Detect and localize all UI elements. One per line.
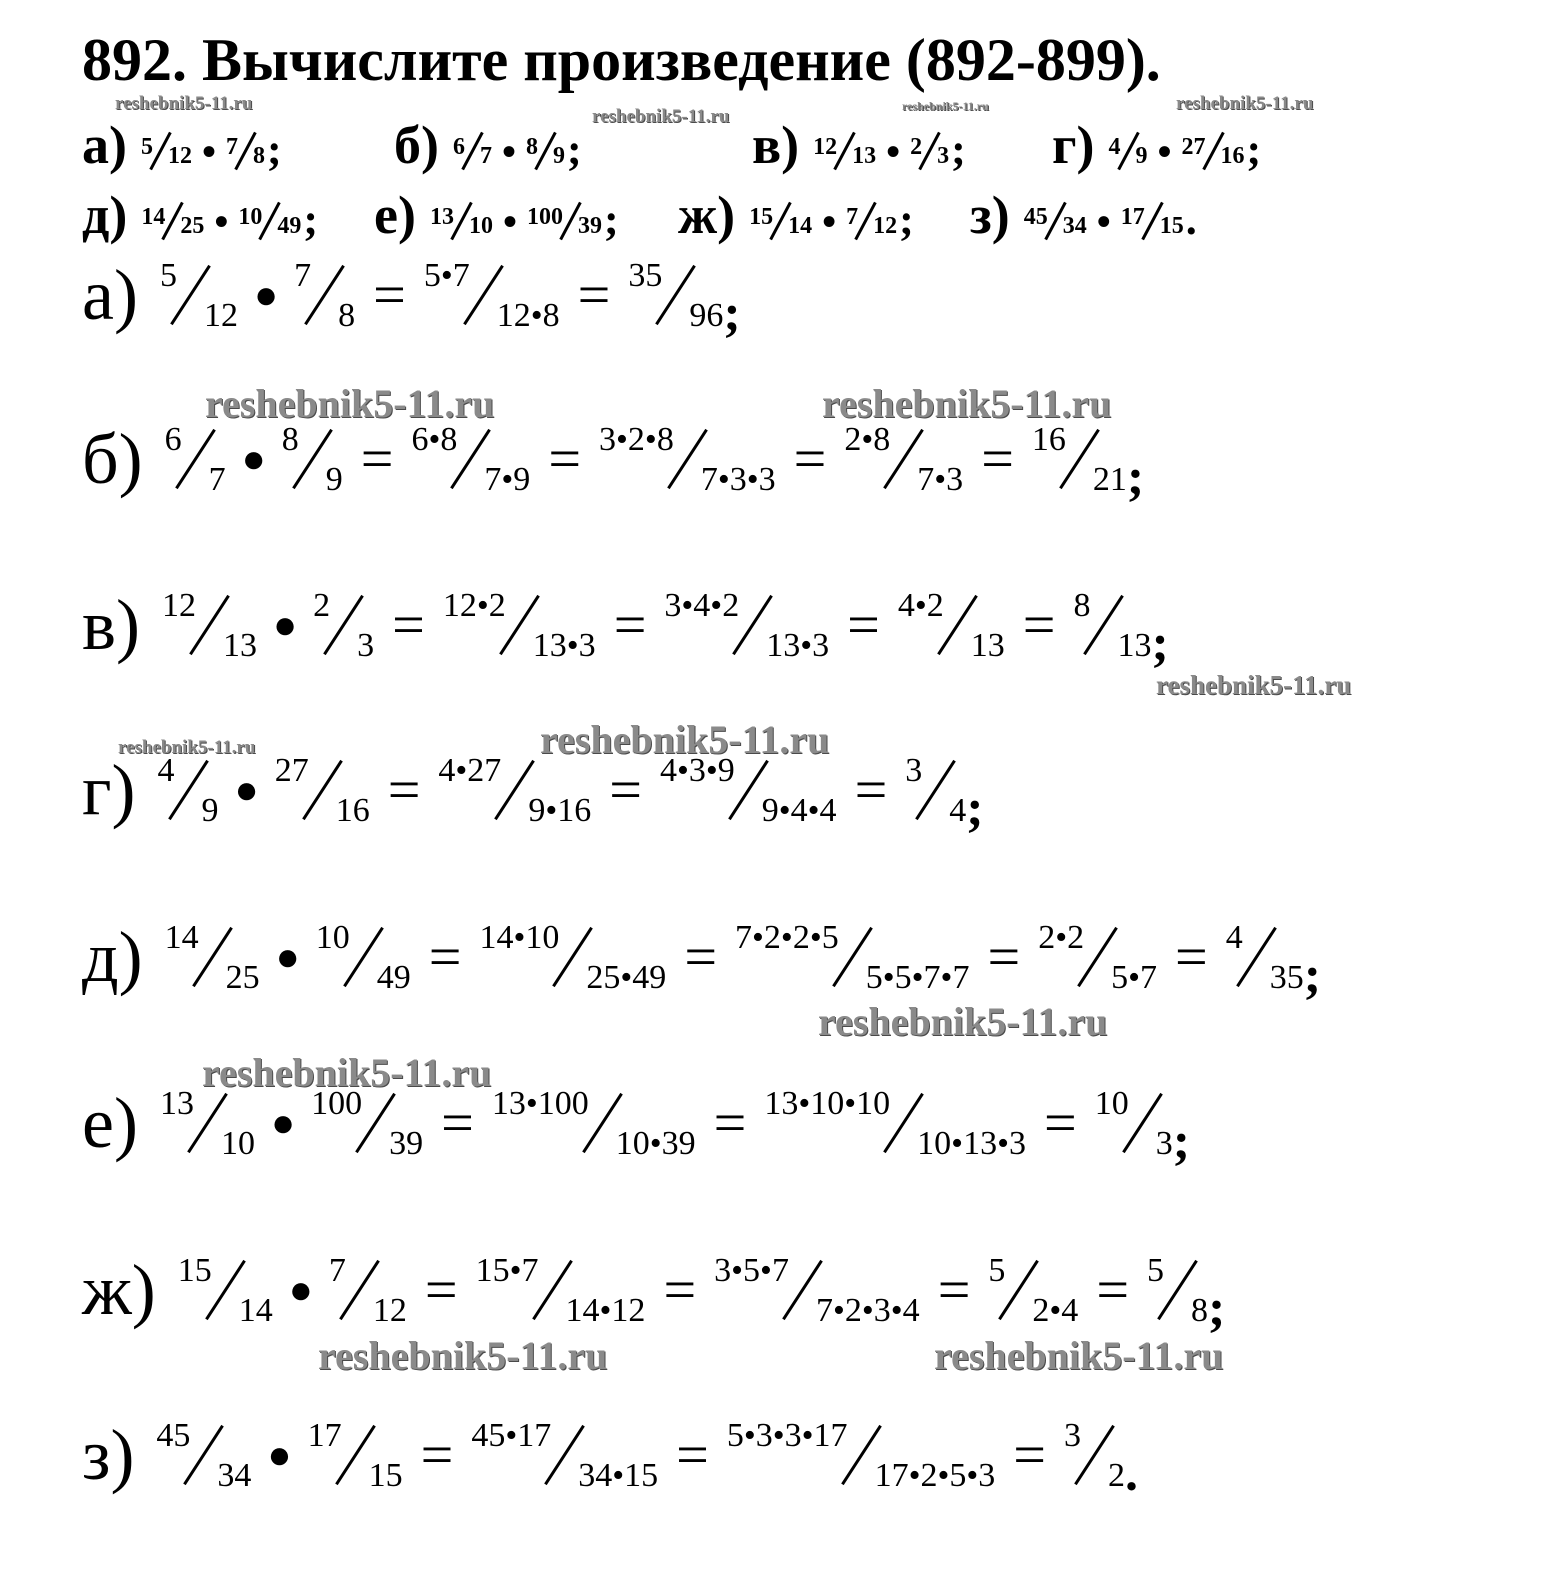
task-item: д) 14 25 • 10 49 ;	[82, 185, 318, 245]
fraction	[178, 1250, 273, 1330]
solution-label: ж)	[82, 1250, 156, 1330]
equals-sign: =	[793, 426, 827, 491]
equals-sign: =	[937, 1257, 971, 1322]
solution-line	[82, 414, 1144, 504]
fraction	[313, 585, 374, 665]
numerator: 13•100	[491, 1085, 589, 1122]
numerator: 7	[294, 257, 312, 294]
watermark: reshebnik5-11.ru	[205, 381, 495, 426]
equals-sign: =	[676, 1422, 709, 1487]
solution-label: д)	[82, 917, 143, 997]
denominator: 2	[1108, 1457, 1125, 1494]
fraction: 45 34	[1024, 200, 1087, 242]
multiply-dot: •	[214, 199, 229, 244]
fraction	[628, 255, 723, 335]
multiply-dot: ●	[270, 1100, 296, 1145]
equals-sign: =	[1175, 924, 1208, 989]
fraction	[664, 585, 829, 665]
line-end-punctuation: ;	[1151, 615, 1169, 672]
fraction	[735, 917, 969, 997]
numerator: 4•27	[438, 752, 502, 789]
multiply-dot: •	[501, 129, 516, 174]
denominator: 10•39	[615, 1125, 696, 1162]
solution-line	[82, 1245, 1225, 1335]
numerator: 3•5•7	[714, 1252, 789, 1289]
denominator: 96	[689, 297, 724, 334]
line-end-punctuation: .	[1125, 1445, 1138, 1502]
fraction: 17 15	[1121, 200, 1184, 242]
equals-sign: =	[548, 426, 582, 491]
denominator: 5•7	[1111, 959, 1157, 996]
denominator: 21	[1092, 461, 1127, 498]
equals-sign: =	[373, 262, 406, 327]
numerator: 13•10•10	[764, 1085, 891, 1122]
watermark: reshebnik5-11.ru	[902, 99, 989, 113]
numerator: 12•2	[442, 587, 506, 624]
numerator: 5•3•3•17	[726, 1417, 848, 1454]
fraction: 8 9	[526, 130, 565, 172]
denominator: 14•12	[565, 1292, 646, 1329]
line-end-punctuation: ;	[1208, 1280, 1226, 1337]
fraction	[1064, 1415, 1125, 1495]
fraction	[308, 1415, 403, 1495]
denominator: 7•2•3•4	[815, 1292, 920, 1329]
numerator: 7	[328, 1252, 346, 1289]
numerator: 45	[156, 1417, 191, 1454]
numerator: 5	[159, 257, 177, 294]
equals-sign: =	[1013, 1422, 1046, 1487]
equals-sign: =	[420, 1422, 454, 1487]
multiply-dot: •	[822, 199, 837, 244]
numerator: 14	[164, 919, 199, 956]
denominator: 9•16	[528, 792, 592, 829]
numerator: 15	[177, 1252, 212, 1289]
denominator: 10	[220, 1125, 255, 1162]
solution-label: з)	[82, 1415, 135, 1495]
fraction	[764, 1083, 1026, 1163]
fraction	[1226, 917, 1304, 997]
watermark: reshebnik5-11.ru	[1176, 93, 1314, 114]
numerator: 5	[988, 1252, 1006, 1289]
denominator: 25	[225, 959, 260, 996]
multiply-dot: ●	[267, 1432, 292, 1477]
multiply-dot: •	[201, 129, 216, 174]
fraction: 10 49	[238, 200, 301, 242]
denominator: 34	[217, 1457, 252, 1494]
equals-sign: =	[684, 924, 718, 989]
task-row-2	[82, 182, 1382, 245]
fraction: 12 13	[813, 130, 876, 172]
equals-sign: =	[981, 426, 1014, 491]
solution-line	[82, 912, 1321, 1002]
watermark: reshebnik5-11.ru	[934, 1333, 1224, 1378]
numerator: 6•8	[411, 421, 458, 458]
fraction	[1095, 1083, 1173, 1163]
fraction: 100 39	[527, 200, 602, 242]
task-item: ж) 15 14 • 7 12 ;	[678, 185, 914, 245]
watermark: reshebnik5-11.ru	[1156, 670, 1352, 700]
denominator: 7•3•3	[700, 461, 776, 498]
numerator: 10	[315, 919, 350, 956]
fraction	[160, 255, 238, 335]
numerator: 7•2•2•5	[735, 919, 839, 956]
numerator: 13	[159, 1085, 194, 1122]
fraction	[1038, 917, 1157, 997]
numerator: 8	[1073, 587, 1091, 624]
task-item: б) 6 7 • 8 9 ;	[394, 115, 582, 175]
numerator: 8	[281, 421, 299, 458]
fraction	[1147, 1250, 1208, 1330]
denominator: 12	[372, 1292, 407, 1329]
numerator: 14•10	[479, 919, 560, 956]
task-item: з) 45 34 • 17 15 .	[970, 185, 1197, 245]
solution-line	[82, 1410, 1138, 1500]
equals-sign: =	[854, 757, 888, 822]
numerator: 15•7	[475, 1252, 539, 1289]
equals-sign: =	[392, 592, 425, 657]
denominator: 3	[357, 627, 375, 664]
equals-sign: =	[663, 1257, 697, 1322]
fraction	[165, 419, 226, 499]
fraction: 6 7	[453, 130, 492, 172]
fraction	[492, 1083, 696, 1163]
fraction	[282, 419, 343, 499]
watermark: reshebnik5-11.ru	[202, 1050, 492, 1095]
denominator: 13	[970, 627, 1005, 664]
fraction	[471, 1415, 658, 1495]
fraction	[162, 585, 257, 665]
fraction	[275, 750, 370, 830]
fraction	[156, 1415, 251, 1495]
equals-sign: =	[441, 1090, 474, 1155]
multiply-dot: ●	[234, 767, 259, 812]
denominator: 10•13•3	[917, 1125, 1026, 1162]
denominator: 16	[335, 792, 370, 829]
numerator: 16	[1031, 421, 1066, 458]
denominator: 2•4	[1032, 1292, 1079, 1329]
numerator: 6	[164, 421, 182, 458]
numerator: 4•3•9	[659, 752, 735, 789]
fraction: 4 9	[1109, 130, 1148, 172]
fraction	[844, 419, 963, 499]
denominator: 7	[208, 461, 226, 498]
numerator: 3	[905, 752, 923, 789]
denominator: 8	[338, 297, 356, 334]
fraction	[898, 585, 1005, 665]
fraction	[714, 1250, 920, 1330]
multiply-dot: ●	[288, 1267, 313, 1312]
fraction: 15 14	[749, 200, 812, 242]
numerator: 12	[161, 587, 196, 624]
equals-sign: =	[428, 924, 462, 989]
multiply-dot: •	[502, 199, 517, 244]
numerator: 5	[1147, 1252, 1165, 1289]
denominator: 39	[389, 1125, 424, 1162]
fraction	[443, 585, 596, 665]
solution-label: б)	[82, 419, 143, 499]
denominator: 13•3	[532, 627, 596, 664]
numerator: 35	[628, 257, 663, 294]
numerator: 4	[1225, 919, 1243, 956]
numerator: 27	[274, 752, 309, 789]
watermark: reshebnik5-11.ru	[318, 1333, 608, 1378]
equals-sign: =	[424, 1257, 458, 1322]
numerator: 100	[311, 1085, 363, 1122]
fraction	[599, 419, 776, 499]
denominator: 7•9	[484, 461, 531, 498]
line-end-punctuation: ;	[1172, 1113, 1191, 1170]
equals-sign: =	[987, 924, 1021, 989]
denominator: 5•5•7•7	[865, 959, 970, 996]
watermark: reshebnik5-11.ru	[118, 737, 256, 758]
task-row-1	[82, 112, 1382, 175]
fraction	[988, 1250, 1078, 1330]
fraction	[316, 917, 411, 997]
equals-sign: =	[1096, 1257, 1130, 1322]
equals-sign: =	[609, 757, 642, 822]
numerator: 10	[1094, 1085, 1129, 1122]
numerator: 2•8	[844, 421, 891, 458]
denominator: 15	[368, 1457, 403, 1494]
numerator: 2•2	[1038, 919, 1085, 956]
numerator: 4	[157, 752, 175, 789]
denominator: 9•4•4	[761, 792, 837, 829]
equals-sign: =	[713, 1090, 747, 1155]
watermark: reshebnik5-11.ru	[818, 999, 1108, 1044]
solution-label: г)	[82, 750, 136, 830]
fraction	[476, 1250, 646, 1330]
multiply-dot: ●	[272, 602, 298, 647]
equals-sign: =	[360, 426, 394, 491]
solution-line	[82, 250, 741, 340]
multiply-dot: •	[886, 129, 901, 174]
task-label: а)	[82, 115, 127, 175]
denominator: 7•3	[917, 461, 964, 498]
page-title: 892. Вычислите произведение (892-899).	[82, 27, 1161, 93]
equals-sign: =	[387, 757, 421, 822]
fraction	[412, 419, 531, 499]
line-end-punctuation: ;	[1303, 947, 1322, 1004]
fraction	[294, 255, 355, 335]
multiply-dot: ●	[241, 436, 266, 481]
fraction: 7 12	[846, 200, 897, 242]
numerator: 2	[313, 587, 331, 624]
fraction: 2 3	[910, 130, 949, 172]
fraction	[165, 917, 260, 997]
task-item: е) 13 10 • 100 39 ;	[374, 185, 619, 245]
denominator: 13•3	[766, 627, 830, 664]
line-end-punctuation: ;	[723, 285, 741, 342]
task-item: в) 12 13 • 2 3 ;	[752, 115, 966, 175]
watermark: reshebnik5-11.ru	[540, 717, 830, 762]
numerator: 17	[307, 1417, 342, 1454]
solution-label: е)	[82, 1083, 138, 1163]
denominator: 49	[376, 959, 411, 996]
multiply-dot: ●	[275, 934, 300, 979]
multiply-dot: ●	[253, 272, 279, 317]
denominator: 25•49	[586, 959, 667, 996]
fraction: 27 16	[1182, 130, 1245, 172]
watermark: reshebnik5-11.ru	[115, 93, 253, 114]
denominator: 13	[1117, 627, 1152, 664]
fraction: 13 10	[430, 200, 493, 242]
multiply-dot: •	[1096, 199, 1111, 244]
denominator: 4	[949, 792, 967, 829]
equals-sign: =	[1043, 1090, 1077, 1155]
watermark: reshebnik5-11.ru	[592, 106, 730, 127]
fraction	[1073, 585, 1151, 665]
denominator: 13	[222, 627, 257, 664]
equals-sign: =	[847, 592, 880, 657]
watermark: reshebnik5-11.ru	[822, 381, 1112, 426]
fraction	[329, 1250, 407, 1330]
solution-label: в)	[82, 585, 140, 665]
line-end-punctuation: ;	[966, 780, 984, 837]
fraction: 7 8	[226, 130, 265, 172]
solution-label: а)	[82, 255, 138, 335]
equals-sign: =	[577, 262, 611, 327]
multiply-dot: •	[1157, 129, 1172, 174]
fraction: 5 12	[141, 130, 192, 172]
equals-sign: =	[1022, 592, 1056, 657]
numerator: 45•17	[471, 1417, 552, 1454]
solution-line	[82, 580, 1169, 670]
task-item: а) 5 12 • 7 8 ;	[82, 115, 282, 175]
denominator: 3	[1155, 1125, 1173, 1162]
equals-sign: =	[613, 592, 647, 657]
denominator: 12	[203, 297, 238, 334]
fraction: 14 25	[141, 200, 204, 242]
denominator: 34•15	[578, 1457, 659, 1494]
fraction	[727, 1415, 995, 1495]
numerator: 3	[1064, 1417, 1081, 1454]
denominator: 35	[1269, 959, 1304, 996]
fraction	[158, 750, 219, 830]
numerator: 3•4•2	[664, 587, 740, 624]
denominator: 14	[238, 1292, 273, 1329]
numerator: 4•2	[897, 587, 944, 624]
fraction	[1032, 419, 1127, 499]
fraction	[424, 255, 560, 335]
denominator: 9	[325, 461, 343, 498]
numerator: 3•2•8	[599, 421, 674, 458]
denominator: 12•8	[496, 297, 560, 334]
denominator: 8	[1191, 1292, 1209, 1329]
task-item: г) 4 9 • 27 16 ;	[1052, 115, 1262, 175]
denominator: 17•2•5•3	[874, 1457, 996, 1494]
denominator: 9	[201, 792, 219, 829]
fraction	[905, 750, 966, 830]
fraction	[480, 917, 667, 997]
numerator: 5•7	[423, 257, 470, 294]
line-end-punctuation: ;	[1126, 449, 1145, 506]
